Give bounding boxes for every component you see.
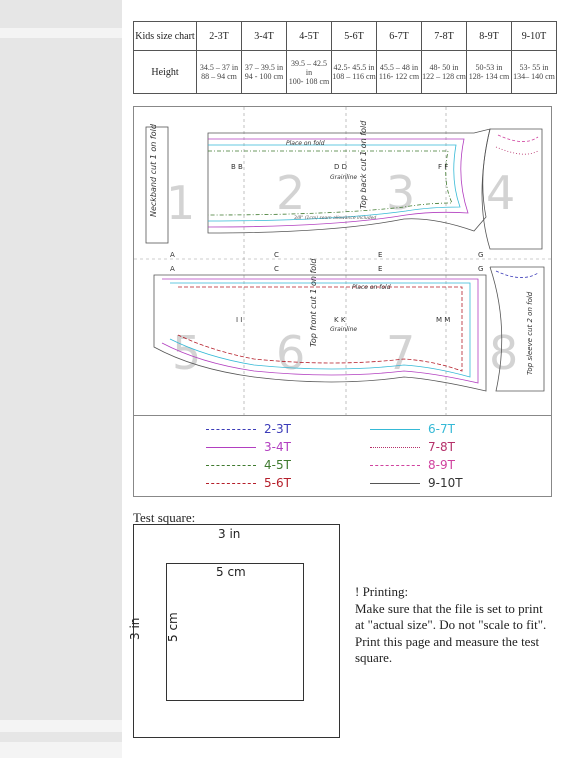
piece-number: 2 (276, 166, 306, 220)
piece-number: 5 (172, 326, 202, 380)
notch-marker: A (170, 265, 175, 273)
notch-marker: C (274, 265, 279, 273)
legend-line-swatch (370, 429, 420, 430)
height-row-label: Height (134, 51, 197, 94)
notch-marker: G (478, 265, 484, 273)
seam-allowance-label: 3/8" (1cm) seam allowance included (294, 216, 377, 221)
size-chart-header: Kids size chart (134, 22, 197, 51)
inner-left-label: 5 cm (166, 612, 180, 642)
height-cell: 37 – 39.5 in 94 - 100 cm (242, 51, 287, 94)
legend-line-swatch (370, 447, 420, 448)
height-cell: 50-53 in 128- 134 cm (467, 51, 512, 94)
place-on-fold-label: Place on fold (352, 284, 391, 291)
height-cell: 48- 50 in 122 – 128 cm (422, 51, 467, 94)
height-cell: 34.5 – 37 in 88 – 94 cm (197, 51, 242, 94)
legend-item: 2-3T (206, 422, 291, 436)
notch-marker: F F (438, 163, 449, 171)
legend-line-swatch (370, 465, 420, 466)
grainline-label: Grainline (330, 326, 358, 333)
inner-top-label: 5 cm (216, 565, 246, 579)
size-header: 7-8T (422, 22, 467, 51)
height-cell: 45.5 – 48 in 116- 122 cm (377, 51, 422, 94)
size-header: 2-3T (197, 22, 242, 51)
height-cell: 39.5 – 42.5 in 100- 108 cm (287, 51, 332, 94)
outer-top-label: 3 in (218, 527, 241, 541)
size-header: 3-4T (242, 22, 287, 51)
legend-item: 8-9T (370, 458, 455, 472)
left-panel (0, 0, 122, 758)
pattern-pieces-drawing (134, 107, 551, 415)
notch-marker: K K (334, 316, 346, 324)
neckband-label: Neckband cut 1 on fold (149, 124, 158, 217)
top-sleeve-label: Top sleeve cut 2 on fold (526, 291, 534, 375)
legend-item: 9-10T (370, 476, 463, 490)
piece-number: 6 (276, 326, 306, 380)
legend-item: 6-7T (370, 422, 455, 436)
legend-line-swatch (206, 483, 256, 484)
piece-number: 7 (386, 326, 416, 380)
size-line-legend (133, 415, 552, 497)
size-chart-table (133, 21, 557, 94)
legend-line-swatch (370, 483, 420, 484)
sidebar-band (0, 742, 122, 758)
top-back-label: Top back cut 1 on fold (359, 120, 368, 209)
notch-marker: B B (231, 163, 243, 171)
sewing-pattern-layout (133, 106, 552, 416)
legend-item: 4-5T (206, 458, 291, 472)
notch-marker: M M (436, 316, 451, 324)
outer-left-label: 3 in (128, 617, 142, 640)
notch-marker: D D (334, 163, 348, 171)
top-front-label: Top front cut 1 on fold (309, 258, 318, 347)
piece-number: 3 (386, 166, 416, 220)
notch-marker: G (478, 251, 484, 259)
legend-item: 5-6T (206, 476, 291, 490)
size-header: 5-6T (332, 22, 377, 51)
sidebar-band (0, 28, 122, 38)
size-header: 8-9T (467, 22, 512, 51)
height-cell: 42.5- 45.5 in 108 – 116 cm (332, 51, 377, 94)
printing-heading: ! Printing: (355, 584, 409, 599)
notch-marker: C (274, 251, 279, 259)
notch-marker: A (170, 251, 175, 259)
notch-marker: I I (236, 316, 243, 324)
place-on-fold-label: Place on fold (286, 140, 325, 147)
sidebar-band (0, 720, 122, 732)
size-header: 4-5T (287, 22, 332, 51)
notch-marker: E (378, 251, 383, 259)
piece-number: 1 (166, 176, 196, 230)
grainline-label: Grainline (330, 174, 358, 181)
notch-marker: E (378, 265, 383, 273)
piece-number: 8 (489, 326, 519, 380)
printing-body: Make sure that the file is set to print at "actual size". Do not "scale to fit". Print this page and measure the test square. (355, 600, 547, 665)
printing-instructions (355, 584, 555, 667)
legend-item: 3-4T (206, 440, 291, 454)
size-header: 6-7T (377, 22, 422, 51)
test-square-inner (166, 563, 304, 701)
size-header: 9-10T (512, 22, 557, 51)
legend-line-swatch (206, 465, 256, 466)
height-cell: 53- 55 in 134– 140 cm (512, 51, 557, 94)
legend-item: 7-8T (370, 440, 455, 454)
piece-number: 4 (486, 166, 516, 220)
legend-line-swatch (206, 429, 256, 430)
legend-line-swatch (206, 447, 256, 448)
test-square-title: Test square: (133, 510, 196, 525)
